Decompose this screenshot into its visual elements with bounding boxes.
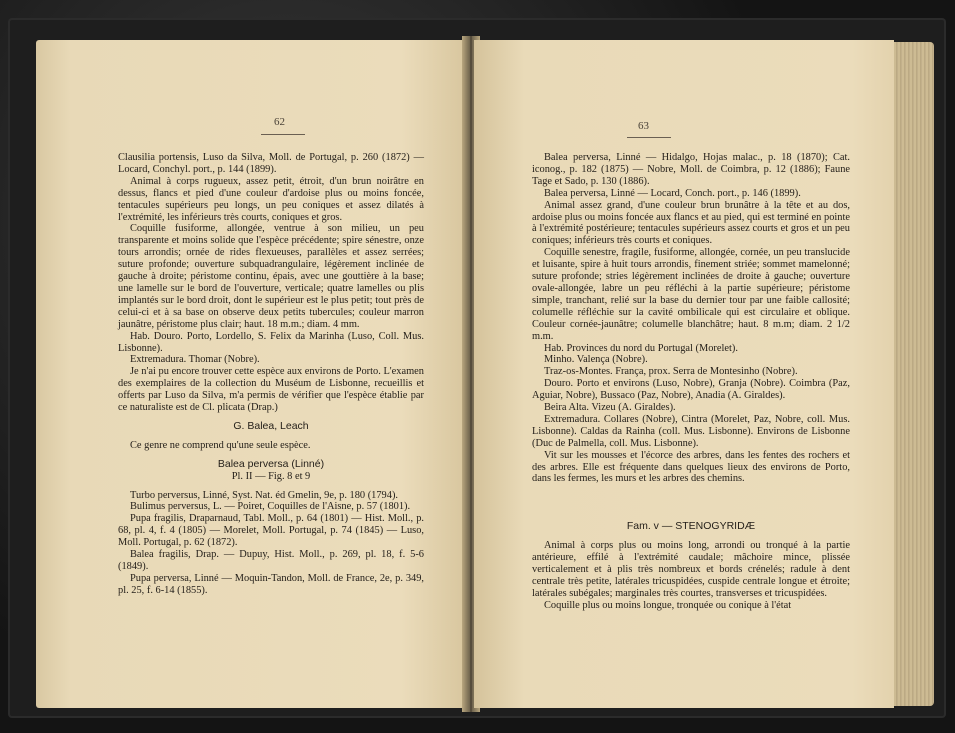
paragraph: Clausilia portensis, Luso da Silva, Moll. de Portugal, p. 260 (1872) — Locard, Conchyl. port., p. 144 (1899).: [118, 152, 424, 175]
paragraph: Hab. Provinces du nord du Portugal (Morelet).: [544, 342, 738, 354]
page-number-rule-right: [627, 137, 671, 138]
spacer: [532, 533, 850, 540]
section-heading: Balea perversa (Linné): [217, 457, 325, 470]
paragraph: Animal à corps plus ou moins long, arrondi ou tronqué à la partie antérieure, effilé à l'extrémité caudale; mâchoire mince, plissée verticalement et à plis très nombreux et bords crénelés; radule à dent centrale très petite, latérales tricuspidées, cuspide centrale longue et étroite; latérales subégales; marginales très courtes, transverses et tricuspidées.: [532, 540, 850, 599]
page-number-rule-left: [261, 134, 305, 135]
paragraph: Balea perversa, Linné — Locard, Conch. port., p. 146 (1899).: [544, 187, 801, 199]
paragraph: Turbo perversus, Linné, Syst. Nat. éd Gmelin, 9e, p. 180 (1794).: [130, 489, 399, 501]
paragraph: Traz-os-Montes. França, prox. Serra de Montesinho (Nobre).: [544, 366, 798, 378]
left-page-text: [118, 152, 424, 597]
page-edges: [894, 42, 934, 706]
section-heading: G. Balea, Leach: [233, 419, 309, 432]
paragraph: Balea fragilis, Drap. — Dupuy, Hist. Moll., p. 269, pl. 18, f. 5-6 (1849).: [118, 549, 424, 572]
paragraph: Extremadura. Collares (Nobre), Cintra (Morelet, Paz, Nobre, coll. Mus. Lisbonne). Caldas da Rainha (coll. Mus. Lisbonne). Environs de Lisbonne (Duc de Palmella, coll. Mus. Lisbonne).: [532, 413, 850, 449]
spacer: [532, 485, 850, 521]
paragraph: Coquille senestre, fragile, fusiforme, allongée, cornée, un peu translucide et luisante, spire à huit tours arrondis, finement striée; sommet mamelonné; suture profonde; stries légèrement inclinées de droite à gauche; ouverture ovale-allongée, labre un peu réfléchi à la partie supérieure; péristome simple, tranchant, relié sur la base du dernier tour par une faible callosité; columelle réfléchie sur la cavité ombilicale qui est circulaire et oblique. Couleur cornée-jaunâtre; columelle blanchâtre; haut. 8 m.m; diam. 2 1/2 m.m.: [532, 247, 850, 342]
paragraph: Beira Alta. Vizeu (A. Giraldes).: [544, 402, 676, 414]
spacer: [118, 433, 424, 440]
paragraph: Hab. Douro. Porto, Lordello, S. Felix da Marinha (Luso, Coll. Mus. Lisbonne).: [118, 330, 424, 354]
section-heading: Fam. v — STENOGYRIDÆ: [626, 520, 756, 533]
left-page: [36, 40, 466, 708]
paragraph: Coquille fusiforme, allongée, ventrue à son milieu, un peu transparente et moins solide que l'espèce précédente; spire sénestre, onze tours arrondis; ornée de rides flexueuses, parallèles et assez serrées; suture profonde; ouverture subquadrangulaire, légèrement inclinée de gauche à droite; péristome continu, épais, avec une gouttière à la base; une lamelle sur le bord de l'ouverture, verticale; quatre lamelles ou plis implantés sur le bord droit, dont le supérieur est le plus petit; tout près de celui-ci et à sa base on observe deux petits tubercules; couleur marron jaunâtre, péristome plus clair; haut. 18 m.m.; diam. 4 mm.: [118, 223, 424, 330]
spacer: [118, 483, 424, 490]
paragraph: Pupa fragilis, Draparnaud, Tabl. Moll., p. 64 (1801) — Hist. Moll., p. 68, pl. 4, f. 4 (1805) — Morelet, Moll. Portugal, p. 74 (1845) — Luso, Moll. Portugal, p. 62 (1872).: [118, 513, 424, 549]
paragraph: Ce genre ne comprend qu'une seule espèce.: [130, 439, 311, 451]
paragraph: Extremadura. Thomar (Nobre).: [130, 354, 260, 366]
paragraph: Pupa perversa, Linné — Moquin-Tandon, Moll. de France, 2e, p. 349, pl. 25, f. 6-14 (1855).: [118, 572, 424, 596]
right-page: [474, 40, 894, 708]
paragraph: Je n'ai pu encore trouver cette espèce aux environs de Porto. L'examen des exemplaires de la collection du Muséum de Lisbonne, recueillis et offerts par Luso da Silva, m'a permis de vérifier que l'espèce établie par ce naturaliste est de Cl. plicata (Drap.): [118, 366, 424, 414]
page-number-right: 63: [638, 120, 649, 132]
right-page-text: [532, 152, 850, 612]
plate-reference: Pl. II — Fig. 8 et 9: [231, 470, 311, 482]
paragraph: Coquille plus ou moins longue, tronquée ou conique à l'état: [544, 599, 792, 611]
paragraph: Minho. Valença (Nobre).: [544, 354, 648, 366]
paragraph: Bulimus perversus, L. — Poiret, Coquilles de l'Aisne, p. 57 (1801).: [130, 501, 411, 513]
paragraph: Vit sur les mousses et l'écorce des arbres, dans les fentes des rochers et des arbres. Elle est fréquente dans quelques lieux des environs de Porto, dans les fermes, les murs et les arbres des chemins.: [532, 449, 850, 485]
page-number-left: 62: [274, 116, 285, 128]
paragraph: Douro. Porto et environs (Luso, Nobre), Granja (Nobre). Coimbra (Paz, Aguiar, Nobre), Bussaco (Paz, Nobre), Anadia (A. Giraldes).: [532, 378, 850, 402]
paragraph: Balea perversa, Linné — Hidalgo, Hojas malac., p. 18 (1870); Cat. iconog., p. 182 (1875) — Nobre, Moll. de Coimbra, p. 12 (1886); Faune Tage et Sado, p. 130 (1886).: [532, 152, 850, 187]
paragraph: Animal assez grand, d'une couleur brun brunâtre à la tête et au dos, ardoise plus ou moins foncée aux flancs et au pied, qui est terminé en pointe à l'extrémité postérieure; tentacules supérieurs assez courts et gros et un peu coniques; inférieurs très courts et coniques.: [532, 199, 850, 247]
paragraph: Animal à corps rugueux, assez petit, étroit, d'un brun noirâtre en dessus, flancs et pied d'une couleur d'ardoise plus ou moins foncée, tentacules supérieurs peu longs, un peu coniques et assez dilatés à l'extrémité, les inférieurs très courts, coniques et gros.: [118, 175, 424, 223]
